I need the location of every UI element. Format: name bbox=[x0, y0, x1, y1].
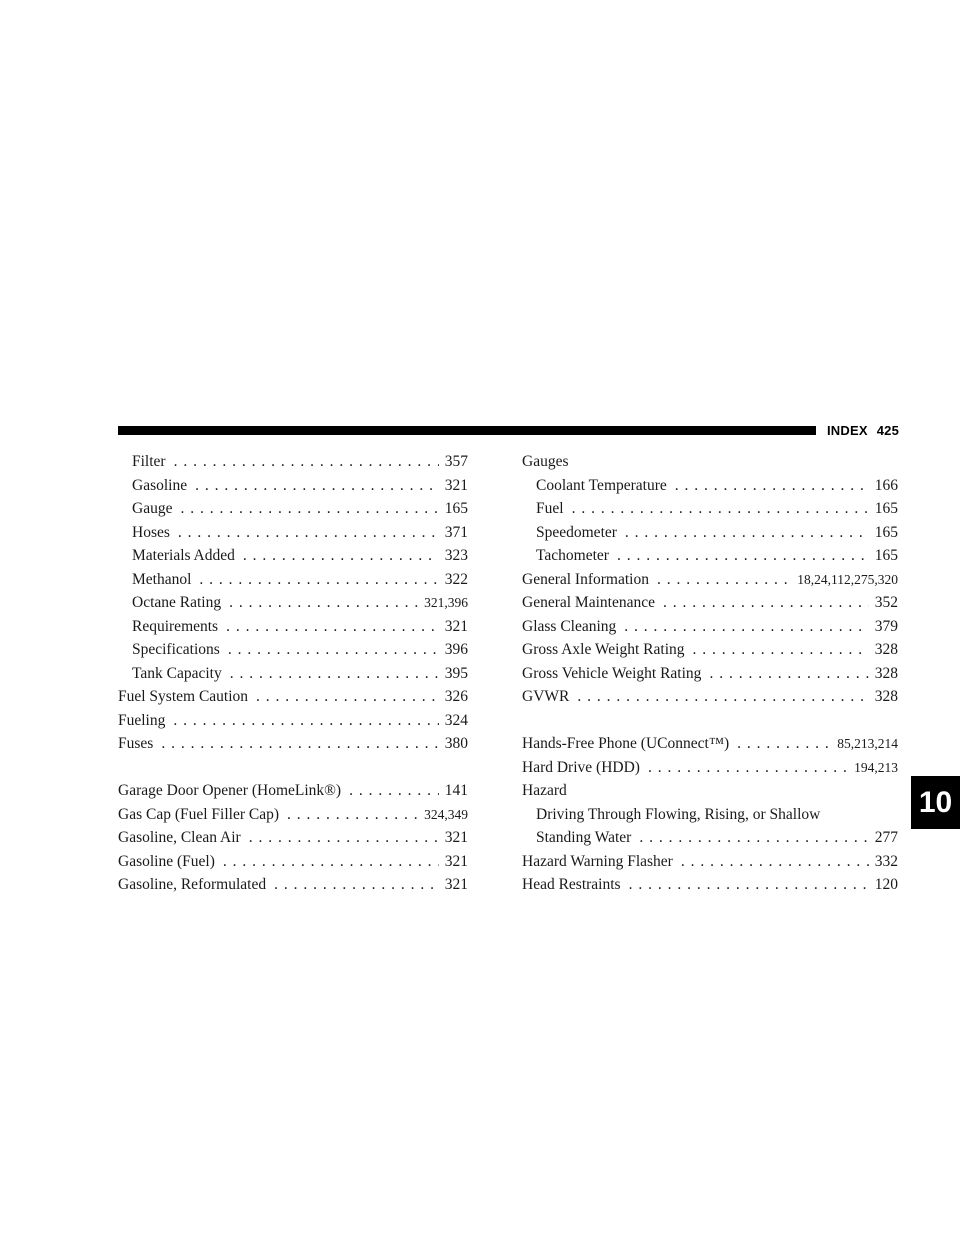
entry-term: Gross Vehicle Weight Rating bbox=[522, 664, 702, 682]
dot-leader bbox=[195, 474, 439, 498]
entry-term: Fuel System Caution bbox=[118, 688, 249, 705]
index-entry bbox=[118, 850, 468, 874]
entry-term: Standing Water bbox=[536, 829, 632, 846]
dot-leader bbox=[349, 779, 439, 803]
entry-page: 321 bbox=[444, 617, 468, 635]
index-entry bbox=[118, 709, 468, 733]
entry-page: 165 bbox=[874, 500, 898, 517]
dot-leader bbox=[228, 638, 439, 662]
entry-page: 380 bbox=[444, 735, 468, 752]
index-entry bbox=[118, 474, 468, 498]
index-entry bbox=[522, 591, 898, 615]
entry-page: 323 bbox=[444, 547, 468, 564]
dot-leader bbox=[180, 497, 438, 521]
h-entries-2 bbox=[522, 850, 898, 897]
entry-term: Glass Cleaning bbox=[522, 617, 617, 635]
dot-leader bbox=[226, 615, 439, 639]
entry-page: 321,396 bbox=[424, 595, 468, 610]
entry-page: 194,213 bbox=[854, 759, 898, 775]
page-number: 425 bbox=[876, 423, 900, 438]
dot-leader bbox=[625, 521, 869, 545]
entry-page: 328 bbox=[874, 641, 898, 658]
entry-term: Requirements bbox=[132, 617, 219, 635]
fuel-subentries bbox=[118, 450, 468, 685]
entry-term: General Maintenance bbox=[522, 594, 655, 611]
index-entry bbox=[118, 591, 468, 615]
entry-term: Hoses bbox=[132, 523, 170, 541]
entry-term: Gauge bbox=[132, 500, 173, 517]
dot-leader bbox=[229, 591, 418, 615]
section-tab: 10 bbox=[911, 776, 960, 829]
index-entry bbox=[118, 779, 468, 803]
entry-term: Tachometer bbox=[536, 547, 609, 564]
entry-page: 326 bbox=[444, 688, 468, 705]
index-entry bbox=[118, 497, 468, 521]
entry-term: Gas Cap (Fuel Filler Cap) bbox=[118, 805, 280, 823]
entry-page: 85,213,214 bbox=[837, 736, 898, 751]
dot-leader bbox=[256, 685, 439, 709]
entry-term: Tank Capacity bbox=[132, 664, 222, 682]
entry-page: 322 bbox=[444, 570, 468, 588]
entry-page: 120 bbox=[874, 876, 898, 893]
entry-term: GVWR bbox=[522, 688, 570, 705]
gauges-subentries bbox=[522, 474, 898, 568]
dot-leader bbox=[173, 709, 438, 733]
dot-leader bbox=[178, 521, 439, 545]
index-entry bbox=[522, 497, 898, 521]
index-entry bbox=[522, 826, 898, 850]
entry-page: 141 bbox=[444, 782, 468, 799]
dot-leader bbox=[737, 732, 831, 756]
index-entry bbox=[522, 756, 898, 780]
dot-leader bbox=[223, 850, 439, 874]
header-rule bbox=[118, 426, 816, 435]
entry-page: 324 bbox=[444, 711, 468, 729]
dot-leader bbox=[675, 474, 869, 498]
index-entry bbox=[522, 685, 898, 709]
index-entry bbox=[118, 521, 468, 545]
index-entry bbox=[118, 685, 468, 709]
entry-page: 328 bbox=[874, 688, 898, 705]
entry-term: Filter bbox=[132, 453, 166, 470]
dot-leader bbox=[174, 450, 439, 474]
entry-term: Coolant Temperature bbox=[536, 476, 667, 494]
dot-leader bbox=[577, 685, 868, 709]
entry-term: General Information bbox=[522, 570, 649, 588]
entry-term: Gasoline, Clean Air bbox=[118, 829, 241, 846]
index-entry bbox=[522, 638, 898, 662]
entry-term: Fueling bbox=[118, 711, 166, 729]
entry-term: Hazard Warning Flasher bbox=[522, 852, 673, 870]
letter-gap bbox=[522, 709, 898, 733]
index-entry bbox=[118, 638, 468, 662]
dot-leader bbox=[624, 615, 868, 639]
dot-leader bbox=[657, 568, 791, 592]
f-entries bbox=[118, 685, 468, 756]
index-entry bbox=[522, 873, 898, 897]
gauges-heading: Gauges bbox=[522, 453, 569, 470]
dot-leader bbox=[249, 826, 439, 850]
entry-term: Octane Rating bbox=[132, 594, 222, 611]
entry-page: 277 bbox=[874, 829, 898, 846]
entry-page: 328 bbox=[874, 664, 898, 682]
section-name: INDEX bbox=[827, 423, 868, 438]
entry-term: Gasoline (Fuel) bbox=[118, 852, 215, 870]
entry-term: Gasoline, Reformulated bbox=[118, 876, 267, 893]
running-header bbox=[827, 423, 899, 438]
entry-term: Materials Added bbox=[132, 547, 235, 564]
dot-leader bbox=[681, 850, 869, 874]
entry-page: 165 bbox=[444, 500, 468, 517]
index-entry bbox=[522, 474, 898, 498]
dot-leader bbox=[693, 638, 869, 662]
dot-leader bbox=[639, 826, 868, 850]
index-entry bbox=[118, 544, 468, 568]
index-entry bbox=[118, 732, 468, 756]
dot-leader bbox=[230, 662, 439, 686]
dot-leader bbox=[572, 497, 869, 521]
entry-page: 395 bbox=[444, 664, 468, 682]
entry-page: 357 bbox=[444, 453, 468, 470]
entry-page: 396 bbox=[444, 641, 468, 658]
hazard-subentry-text: Driving Through Flowing, Rising, or Shallow bbox=[536, 805, 821, 823]
dot-leader bbox=[287, 803, 418, 827]
entry-term: Fuses bbox=[118, 735, 154, 752]
entry-page: 321 bbox=[444, 852, 468, 870]
index-column-left bbox=[118, 450, 468, 897]
h-entries bbox=[522, 732, 898, 779]
entry-page: 165 bbox=[874, 547, 898, 564]
index-entry bbox=[118, 662, 468, 686]
entry-term: Methanol bbox=[132, 570, 192, 588]
letter-gap bbox=[118, 756, 468, 780]
entry-term: Gross Axle Weight Rating bbox=[522, 641, 685, 658]
index-entry bbox=[522, 732, 898, 756]
dot-leader bbox=[648, 756, 848, 780]
entry-page: 371 bbox=[444, 523, 468, 541]
index-column-right bbox=[522, 450, 898, 897]
entry-page: 18,24,112,275,320 bbox=[797, 571, 898, 587]
dot-leader bbox=[663, 591, 869, 615]
index-entry bbox=[118, 826, 468, 850]
hazard-heading: Hazard bbox=[522, 782, 567, 799]
index-entry bbox=[522, 544, 898, 568]
index-entry bbox=[522, 615, 898, 639]
entry-page: 324,349 bbox=[424, 806, 468, 822]
entry-term: Speedometer bbox=[536, 523, 617, 541]
entry-page: 321 bbox=[444, 476, 468, 494]
entry-term: Fuel bbox=[536, 500, 564, 517]
index-entry bbox=[522, 662, 898, 686]
dot-leader bbox=[709, 662, 868, 686]
entry-page: 332 bbox=[874, 852, 898, 870]
dot-leader bbox=[199, 568, 438, 592]
index-entry bbox=[522, 568, 898, 592]
dot-leader bbox=[617, 544, 869, 568]
entry-term: Gasoline bbox=[132, 476, 188, 494]
entry-page: 352 bbox=[874, 594, 898, 611]
index-entry bbox=[522, 521, 898, 545]
entry-term: Specifications bbox=[132, 641, 220, 658]
entry-page: 321 bbox=[444, 829, 468, 846]
entry-page: 166 bbox=[874, 476, 898, 494]
entry-term: Head Restraints bbox=[522, 876, 621, 893]
entry-term: Hands-Free Phone (UConnect™) bbox=[522, 735, 730, 752]
index-entry bbox=[522, 850, 898, 874]
entry-term: Garage Door Opener (HomeLink®) bbox=[118, 782, 342, 799]
g-entries bbox=[118, 779, 468, 897]
index-entry bbox=[118, 615, 468, 639]
g-entries-right bbox=[522, 568, 898, 709]
dot-leader bbox=[629, 873, 869, 897]
index-entry bbox=[118, 568, 468, 592]
entry-page: 379 bbox=[874, 617, 898, 635]
dot-leader bbox=[274, 873, 439, 897]
index-entry bbox=[118, 450, 468, 474]
dot-leader bbox=[243, 544, 439, 568]
index-entry bbox=[118, 873, 468, 897]
entry-page: 165 bbox=[874, 523, 898, 541]
dot-leader bbox=[161, 732, 438, 756]
entry-page: 321 bbox=[444, 876, 468, 893]
entry-term: Hard Drive (HDD) bbox=[522, 758, 640, 776]
index-entry bbox=[118, 803, 468, 827]
